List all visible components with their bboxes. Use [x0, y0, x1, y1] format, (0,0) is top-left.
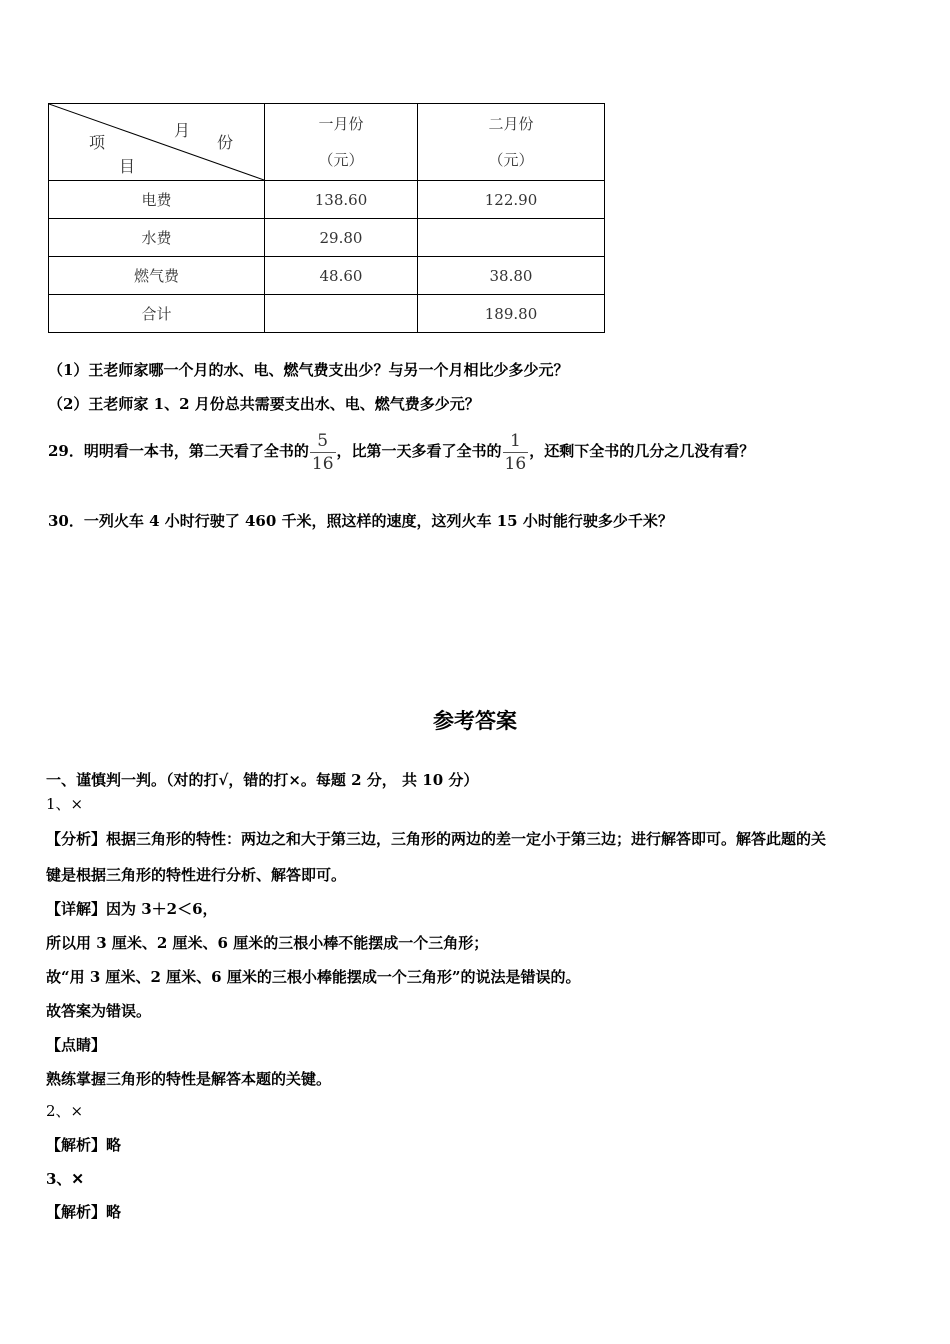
fraction-1-16: $\frac{1}{16}$ — [504, 430, 527, 474]
row-label: 合计 — [49, 295, 265, 333]
corner-item-a: 项 — [89, 133, 106, 152]
row-label: 水费 — [49, 219, 265, 257]
column-header-february: 二月份 （元） — [418, 104, 605, 181]
row-label: 电费 — [49, 181, 265, 219]
cell-january: 29.80 — [265, 219, 418, 257]
table-row — [49, 257, 605, 295]
answer-1-point-text: 熟练掌握三角形的特性是解答本题的关键。 — [46, 1070, 332, 1088]
table-row — [49, 219, 605, 257]
corner-month-a: 月 — [174, 121, 191, 140]
answer-1-conclusion: 故“用 3 厘米、2 厘米、6 厘米的三根小棒能摆成一个三角形”的说法是错误的。 — [46, 968, 581, 986]
table-corner-header — [49, 104, 265, 181]
answer-1-reasoning: 所以用 3 厘米、2 厘米、6 厘米的三根小棒不能摆成一个三角形； — [46, 934, 489, 952]
cell-january — [265, 295, 418, 333]
cell-february: 38.80 — [418, 257, 605, 295]
answers-section-1-heading: 一、谨慎判一判。（对的打√，错的打×。每题 2 分， 共 10 分） — [46, 771, 479, 789]
corner-month-b: 份 — [217, 133, 234, 152]
question-28-part-2: （2）王老师家 1、2 月份总共需要支出水、电、燃气费多少元？ — [48, 395, 480, 413]
answer-1-analysis-cont: 键是根据三角形的特性进行分析、解答即可。 — [46, 866, 347, 884]
cell-january: 138.60 — [265, 181, 418, 219]
fraction-5-16: $\frac{5}{16}$ — [311, 430, 334, 474]
answer-3-analysis: 【解析】略 — [46, 1203, 122, 1221]
answer-2-analysis: 【解析】略 — [46, 1136, 122, 1154]
corner-item-b: 目 — [119, 157, 136, 176]
answer-1: 1、× — [46, 795, 84, 813]
table-row — [49, 295, 605, 333]
answer-1-analysis: 【分析】根据三角形的特性：两边之和大于第三边，三角形的两边的差一定小于第三边；进行解答即可。解答此题的关 — [46, 830, 827, 848]
answers-title: 参考答案 — [433, 709, 517, 733]
answer-1-point-heading: 【点睛】 — [46, 1036, 107, 1054]
table-row — [49, 181, 605, 219]
question-29: 29．明明看一本书，第二天看了全书的 $\frac{5}{16}$ ，比第一天多看了全书的 $\frac{1}{16}$ ，还剩下全书的几分之几没有看？ — [48, 430, 755, 474]
column-header-january: 一月份 （元） — [265, 104, 418, 181]
cell-february: 189.80 — [418, 295, 605, 333]
row-label: 燃气费 — [49, 257, 265, 295]
question-30: 30．一列火车 4 小时行驶了 460 千米，照这样的速度，这列火车 15 小时能行驶多少千米？ — [48, 512, 673, 530]
question-28-part-1: （1）王老师家哪一个月的水、电、燃气费支出少？与另一个月相比少多少元？ — [48, 361, 569, 379]
answer-1-detail: 【详解】因为 3＋2＜6， — [46, 900, 218, 918]
cell-january: 48.60 — [265, 257, 418, 295]
answer-1-result: 故答案为错误。 — [46, 1002, 152, 1020]
utility-fee-table — [48, 103, 605, 333]
answer-3: 3、✕ — [46, 1170, 85, 1188]
cell-february: 122.90 — [418, 181, 605, 219]
answer-2: 2、× — [46, 1102, 84, 1120]
cell-february — [418, 219, 605, 257]
